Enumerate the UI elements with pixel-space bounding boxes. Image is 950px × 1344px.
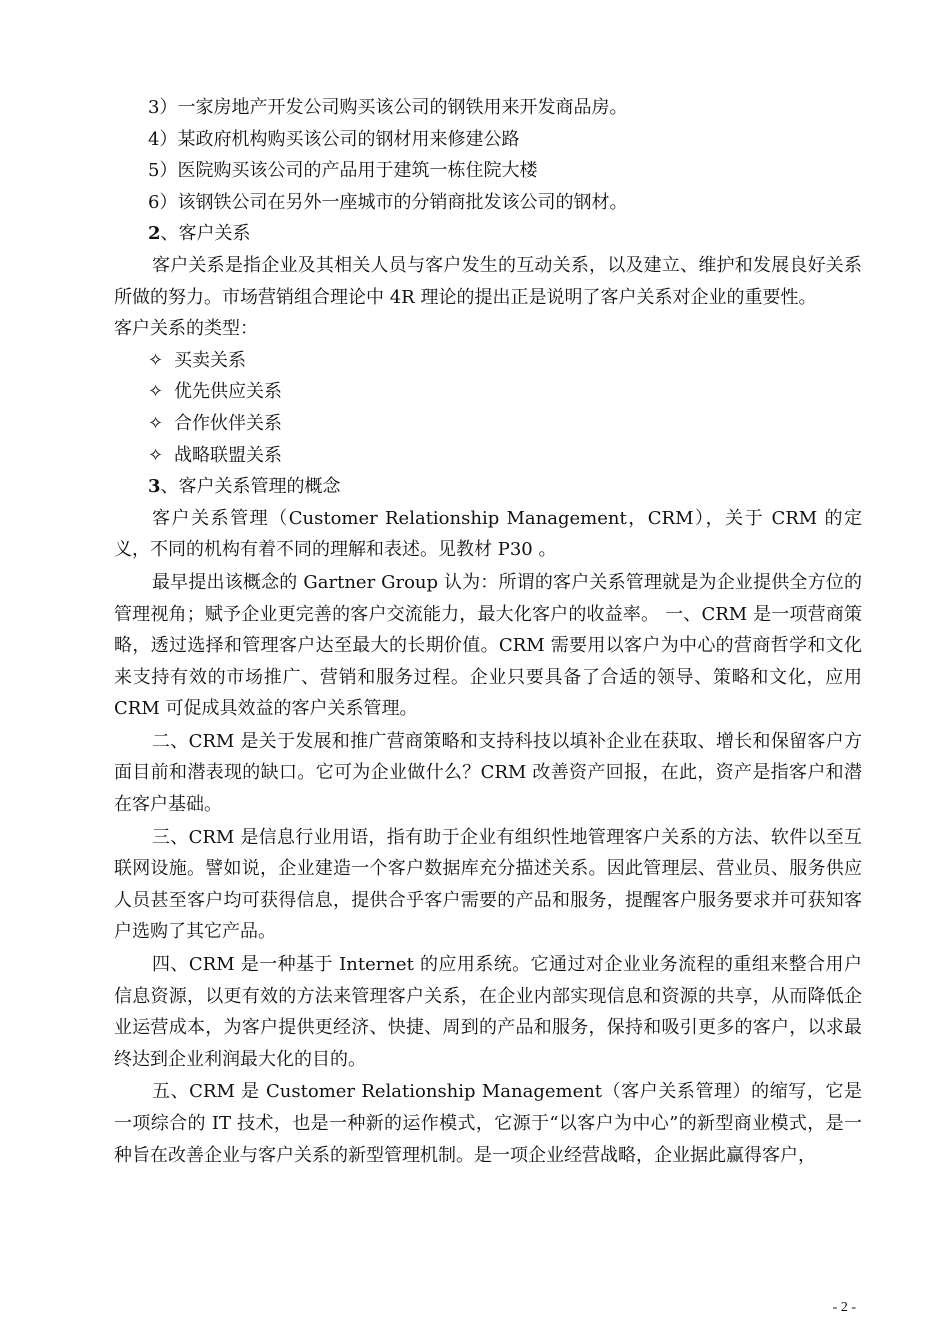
diamond-bullet-icon: ✧ (148, 349, 164, 371)
section-number: 3 (148, 476, 161, 498)
page-number: - 2 - (832, 1300, 856, 1315)
types-label: 客户关系的类型： (114, 318, 258, 340)
section-title: 、客户关系管理的概念 (160, 476, 341, 498)
list-item: 5）医院购买该公司的产品用于建筑一栋住院大楼 (148, 160, 538, 182)
bullet-text: 优先供应关系 (174, 381, 282, 403)
paragraph: 二、CRM 是关于发展和推广营商策略和支持科技以填补企业在获取、增长和保留客户方面目前和潜表现的缺口。它可为企业做什么？CRM 改善资产回报，在此，资产是指客户和潜在客户基础。 (114, 730, 862, 816)
paragraph: 四、CRM 是一种基于 Internet 的应用系统。它通过对企业业务流程的重组来整合用户信息资源，以更有效的方法来管理客户关系，在企业内部实现信息和资源的共享，从而降低企业运营成本，为客户提供更经济、快捷、周到的产品和服务，保持和吸引更多的客户，以求最终达到企业利润最大化的目的。 (114, 954, 862, 1070)
section-heading (114, 218, 862, 250)
list-item: 4）某政府机构购买该公司的钢材用来修建公路 (148, 128, 520, 150)
diamond-bullet-icon: ✧ (148, 381, 164, 403)
bullet-text: 买卖关系 (174, 349, 246, 371)
bullet-text: 合作伙伴关系 (174, 412, 282, 434)
paragraph: 三、CRM 是信息行业用语，指有助于企业有组织性地管理客户关系的方法、软件以至互联网设施。譬如说，企业建造一个客户数据库充分描述关系。因此管理层、营业员、服务供应人员甚至客户均可获得信息，提供合乎客户需要的产品和服务，提醒客户服务要求并可获知客户选购了其它产品。 (114, 826, 862, 943)
bullet-item (114, 408, 862, 440)
paragraph: 最早提出该概念的 Gartner Group 认为：所谓的客户关系管理就是为企业提供全方位的管理视角；赋予企业更完善的客户交流能力，最大化客户的收益率。 一、CRM 是一项营商策略，透过选择和管理客户达至最大的长期价值。CRM 需要用以客户为中心的营商哲学和文化来支持有效的市场推广、营销和服务过程。企业只要具备了合适的领导、策略和文化，应用 CRM 可促成具效益的客户关系管理。 (114, 571, 862, 720)
section-title: 、客户关系 (160, 223, 251, 245)
bullet-item (114, 376, 862, 408)
section-heading (114, 471, 862, 503)
bullet-text: 战略联盟关系 (174, 444, 282, 466)
bullet-item (114, 345, 862, 377)
section-number: 2 (148, 223, 161, 245)
paragraph: 客户关系管理（Customer Relationship Management，CRM），关于 CRM 的定义，不同的机构有着不同的理解和表述。见教材 P30 。 (114, 507, 862, 561)
diamond-bullet-icon: ✧ (148, 444, 164, 466)
paragraph: 五、CRM 是 Customer Relationship Management（客户关系管理）的缩写，它是一项综合的 IT 技术，也是一种新的运作模式，它源于“以客户为中心”的新型商业模式，是一种旨在改善企业与客户关系的新型管理机制。是一项企业经营战略，企业据此赢得客户， (114, 1081, 862, 1166)
diamond-bullet-icon: ✧ (148, 412, 164, 434)
bullet-item (114, 440, 862, 472)
list-item: 3）一家房地产开发公司购买该公司的钢铁用来开发商品房。 (148, 97, 628, 118)
page-content (114, 92, 862, 1171)
list-item: 6）该钢铁公司在另外一座城市的分销商批发该公司的钢材。 (148, 191, 628, 213)
paragraph: 客户关系是指企业及其相关人员与客户发生的互动关系，以及建立、维护和发展良好关系所做的努力。市场营销组合理论中 4R 理论的提出正是说明了客户关系对企业的重要性。 (114, 254, 862, 308)
